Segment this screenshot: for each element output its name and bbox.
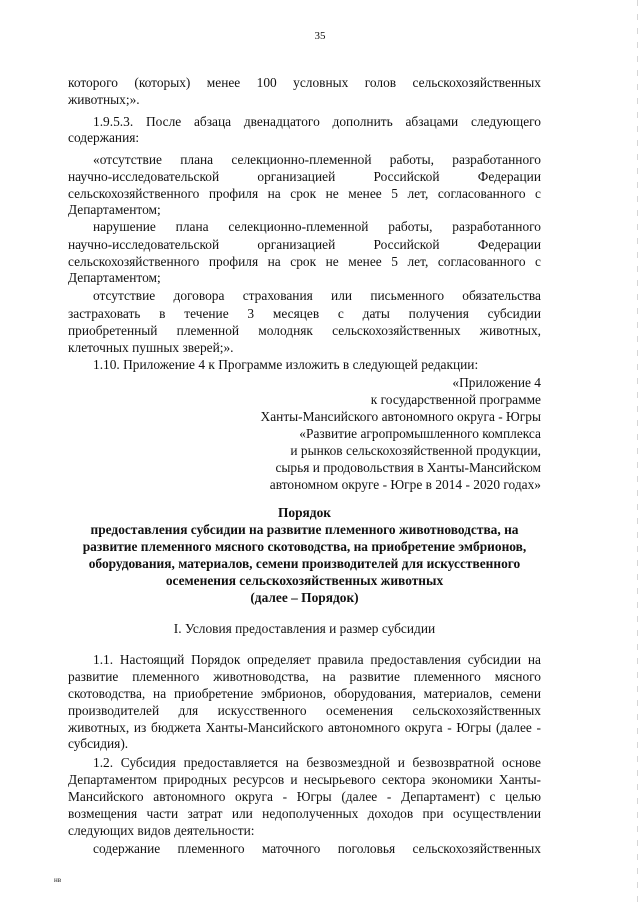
document-subtitle-line: предоставления субсидии на развитие племенного животноводства, на (90, 522, 519, 537)
body-line: «отсутствие плана селекционно-племенной работы, разработанного (93, 152, 541, 167)
body-line: скотоводства, на приобретение эмбрионов, оборудования, материалов, семени (68, 686, 541, 701)
document-subtitle-line: оборудования, материалов, семени производителей для искусственного (88, 556, 521, 571)
document-subtitle-line: (далее – Порядок) (250, 590, 359, 605)
document-title: Порядок (278, 505, 331, 520)
body-line: возмещения части затрат или недополученных доходов при осуществлении (68, 806, 541, 821)
body-line: следующих видов деятельности: (68, 823, 255, 838)
body-line: научно-исследовательской организацией Российской Федерации (68, 169, 541, 184)
body-line: Мансийского автономного округа - Югры (далее - Департамент) с целью (68, 789, 541, 804)
body-line: приобретенный племенной молодняк сельскохозяйственных животных, (68, 323, 541, 338)
body-line: 1.10. Приложение 4 к Программе изложить в следующей редакции: (93, 357, 479, 372)
body-line: которого (которых) менее 100 условных голов сельскохозяйственных (68, 75, 541, 90)
body-line: Департаментом; (68, 202, 161, 217)
scan-edge (637, 0, 638, 905)
body-line: животных, из бюджета Ханты-Мансийского автономного округа - Югры (далее - (68, 720, 541, 735)
body-line: 1.1. Настоящий Порядок определяет правила предоставления субсидии на (93, 652, 541, 667)
body-line: содержание племенного маточного поголовья сельскохозяйственных (93, 841, 541, 856)
appendix-header-line: сырья и продовольствия в Ханты-Мансийском (275, 460, 541, 475)
body-line: производителей для искусственного осеменения сельскохозяйственных (68, 703, 541, 718)
body-line: Департаментом природных ресурсов и несырьевого сектора экономики Ханты- (68, 772, 541, 787)
body-line: 1.2. Субсидия предоставляется на безвозмездной и безвозвратной основе (93, 755, 541, 770)
appendix-header-line: и рынков сельскохозяйственной продукции, (290, 443, 541, 458)
appendix-header-line: Ханты-Мансийского автономного округа - Югры (260, 409, 541, 424)
document-subtitle-line: развитие племенного мясного скотоводства, на приобретение эмбрионов, (82, 539, 527, 554)
body-line: сельскохозяйственного профиля на срок не менее 5 лет, согласованного с (68, 186, 541, 201)
body-line: отсутствие договора страхования или письменного обязательства (93, 288, 541, 303)
appendix-header-line: к государственной программе (370, 392, 541, 407)
body-line: субсидия). (68, 736, 129, 751)
appendix-header-line: автономном округе - Югре в 2014 - 2020 годах» (269, 477, 541, 492)
body-line: научно-исследовательской организацией Российской Федерации (68, 237, 541, 252)
page-number: 35 (314, 30, 326, 42)
body-line: застраховать в течение 3 месяцев с даты получения субсидии (68, 306, 541, 321)
footer-mark: нв (54, 876, 62, 884)
section-heading: I. Условия предоставления и размер субсидии (173, 621, 436, 636)
appendix-header-line: «Приложение 4 (452, 375, 541, 390)
document-subtitle-line: осеменения сельскохозяйственных животных (165, 573, 444, 588)
body-line: развитие племенного животноводства, на развитие племенного мясного (68, 669, 541, 684)
body-line: нарушение плана селекционно-племенной работы, разработанного (93, 219, 541, 234)
body-line: содержания: (68, 130, 140, 145)
body-line: Департаментом; (68, 270, 161, 285)
body-line: клеточных пушных зверей;». (68, 340, 234, 355)
appendix-header-line: «Развитие агропромышленного комплекса (299, 426, 541, 441)
body-line: животных;». (68, 92, 140, 107)
body-line: 1.9.5.3. После абзаца двенадцатого дополнить абзацами следующего (93, 114, 541, 129)
body-line: сельскохозяйственного профиля на срок не менее 5 лет, согласованного с (68, 254, 541, 269)
